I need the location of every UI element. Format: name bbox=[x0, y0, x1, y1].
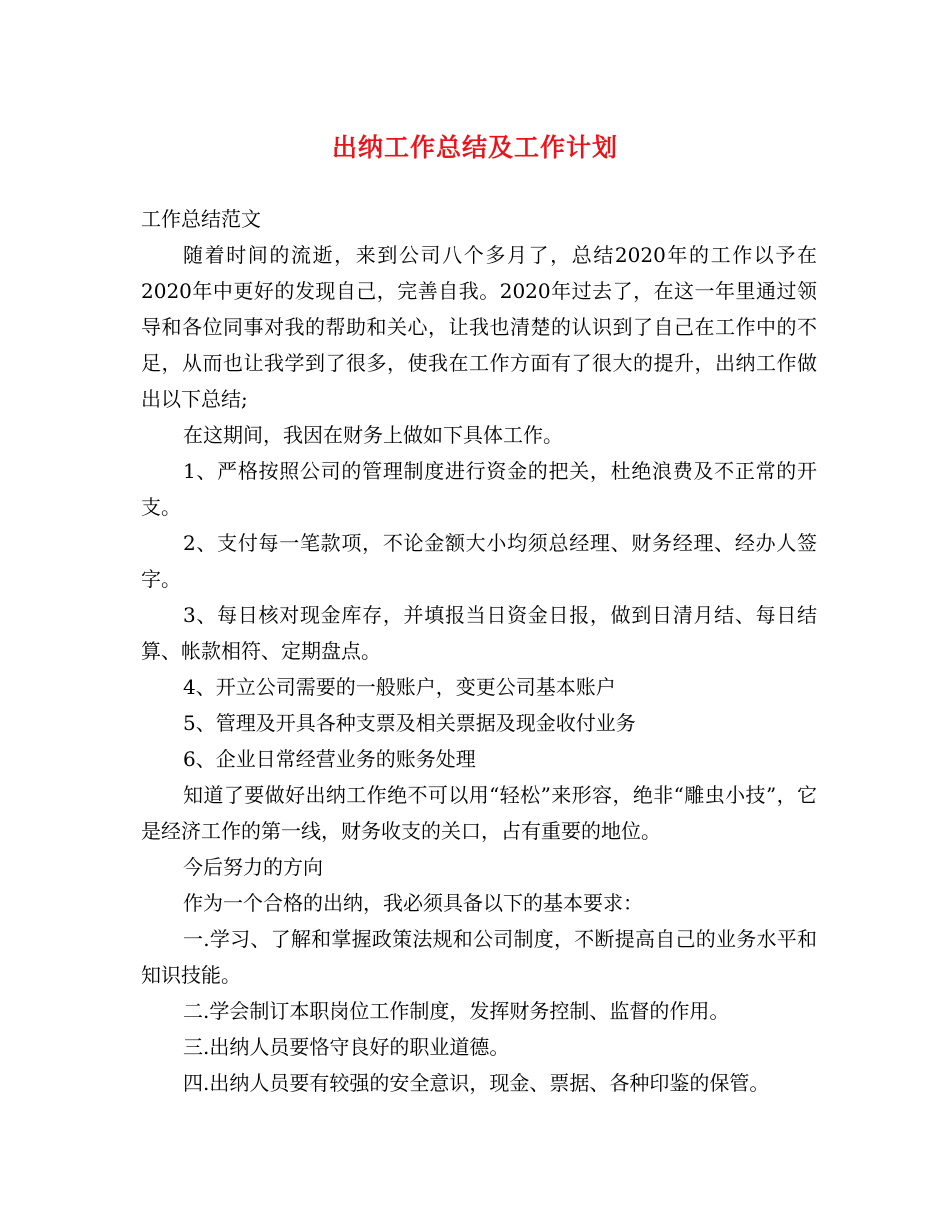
paragraph-work-lead: 在这期间，我因在财务上做如下具体工作。 bbox=[183, 423, 563, 447]
document-title: 出纳工作总结及工作计划 bbox=[331, 133, 618, 162]
document-body bbox=[141, 201, 817, 1101]
requirement-item-1: 一.学习、了解和掌握政策法规和公司制度，不断提高自己的业务水平和知识技能。 bbox=[141, 927, 817, 987]
list-item-5: 5、管理及开具各种支票及相关票据及现金收付业务 bbox=[183, 711, 636, 735]
list-item-4: 4、开立公司需要的一般账户，变更公司基本账户 bbox=[183, 675, 616, 699]
paragraph-intro: 随着时间的流逝，来到公司八个多月了，总结2020年的工作以予在2020年中更好的发现自己，完善自我。2020年过去了，在这一年里通过领导和各位同事对我的帮助和关心，让我也清楚的认识到了自己在工作中的不足，从而也让我学到了很多，使我在工作方面有了很大的提升，出纳工作做出以下总结; bbox=[141, 243, 817, 411]
list-item-3: 3、每日核对现金库存，并填报当日资金日报，做到日清月结、每日结算、帐款相符、定期盘点。 bbox=[141, 603, 817, 663]
paragraph-importance: 知道了要做好出纳工作绝不可以用“轻松”来形容，绝非“雕虫小技”，它是经济工作的第一线，财务收支的关口，占有重要的地位。 bbox=[141, 783, 817, 843]
list-item-2: 2、支付每一笔款项，不论金额大小均须总经理、财务经理、经办人签字。 bbox=[141, 531, 817, 591]
requirement-item-3: 三.出纳人员要恪守良好的职业道德。 bbox=[183, 1035, 510, 1059]
paragraph-direction-heading: 今后努力的方向 bbox=[183, 855, 323, 879]
list-item-6: 6、企业日常经营业务的账务处理 bbox=[183, 747, 476, 771]
paragraph-requirements-lead: 作为一个合格的出纳，我必须具备以下的基本要求： bbox=[183, 891, 643, 915]
list-item-1: 1、严格按照公司的管理制度进行资金的把关，杜绝浪费及不正常的开支。 bbox=[141, 459, 817, 519]
section-heading: 工作总结范文 bbox=[141, 207, 261, 231]
requirement-item-2: 二.学会制订本职岗位工作制度，发挥财务控制、监督的作用。 bbox=[183, 999, 730, 1023]
requirement-item-4: 四.出纳人员要有较强的安全意识，现金、票据、各种印鉴的保管。 bbox=[183, 1071, 770, 1095]
